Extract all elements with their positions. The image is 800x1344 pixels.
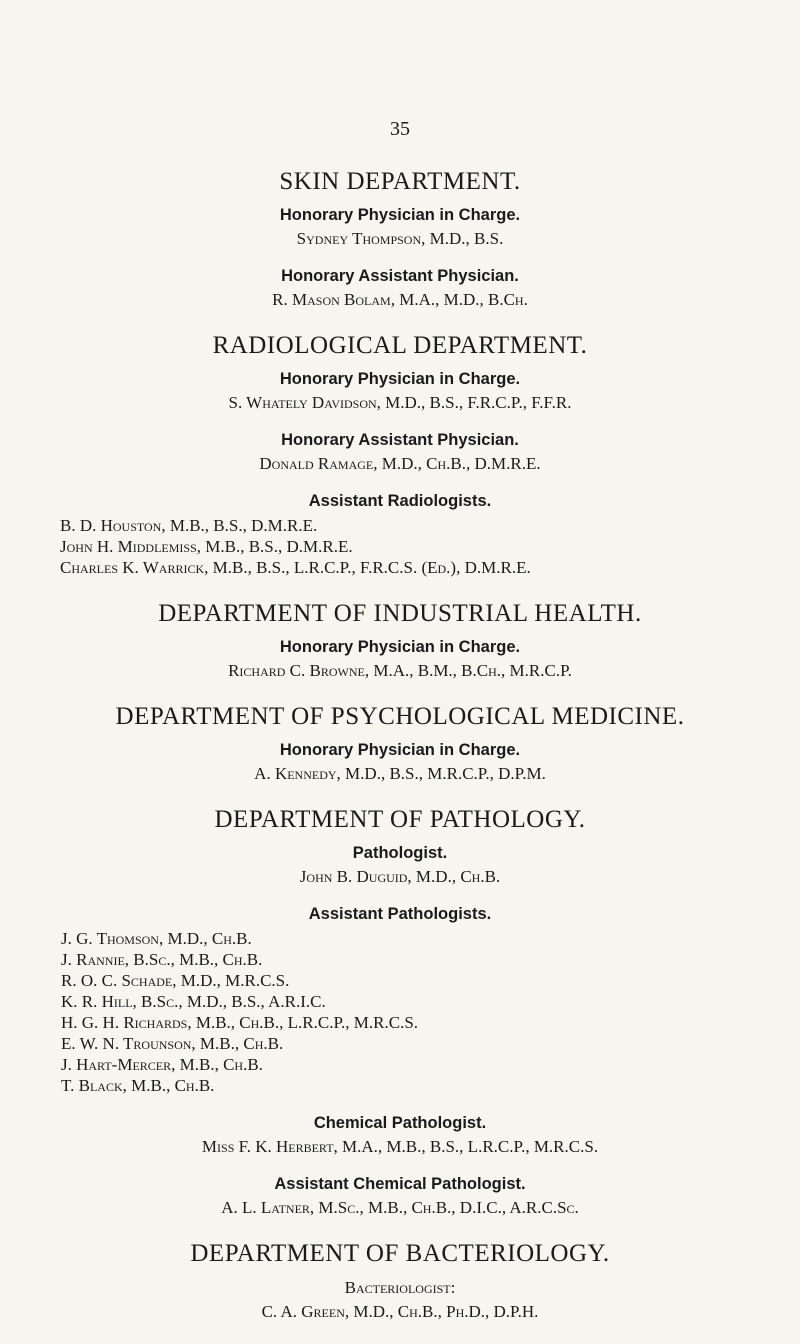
- skin-assistant-name: R. Mason Bolam, M.A., M.D., B.Ch.: [272, 290, 528, 309]
- skin-department-title: SKIN DEPARTMENT.: [279, 168, 521, 195]
- assistant-chemical-pathologist-name: A. L. Latner, M.Sc., M.B., Ch.B., D.I.C., A.R.C.Sc.: [221, 1198, 579, 1217]
- list-item: R. O. C. Schade, M.D., M.R.C.S.: [61, 971, 290, 990]
- skin-department-section: [0, 168, 800, 310]
- chemical-pathologist-name: Miss F. K. Herbert, M.A., M.B., B.S., L.R.C.P., M.R.C.S.: [201, 1137, 599, 1156]
- page-number: 35: [390, 118, 410, 140]
- industrial-health-section: [0, 600, 800, 681]
- psychological-medicine-title: DEPARTMENT OF PSYCHOLOGICAL MEDICINE.: [115, 703, 685, 730]
- list-item: Charles K. Warrick, M.B., B.S., L.R.C.P., F.R.C.S. (Ed.), D.M.R.E.: [60, 558, 531, 577]
- radiological-department-title: RADIOLOGICAL DEPARTMENT.: [212, 332, 588, 359]
- chemical-pathologist-role: Chemical Pathologist.: [313, 1114, 487, 1132]
- psychological-charge-name: A. Kennedy, M.D., B.S., M.R.C.P., D.P.M.: [254, 764, 546, 783]
- assistant-radiologists-role: Assistant Radiologists.: [308, 492, 492, 510]
- list-item: E. W. N. Trounson, M.B., Ch.B.: [61, 1034, 284, 1053]
- bacteriology-title: DEPARTMENT OF BACTERIOLOGY.: [190, 1240, 610, 1267]
- radiological-charge-name: S. Whately Davidson, M.D., B.S., F.R.C.P., F.F.R.: [228, 393, 572, 412]
- skin-charge-name: Sydney Thompson, M.D., B.S.: [296, 229, 504, 248]
- pathologist-name: John B. Duguid, M.D., Ch.B.: [299, 867, 501, 886]
- list-item: H. G. H. Richards, M.B., Ch.B., L.R.C.P., M.R.C.S.: [61, 1013, 419, 1032]
- pathologist-role: Pathologist.: [352, 844, 448, 862]
- list-item: J. Rannie, B.Sc., M.B., Ch.B.: [61, 950, 263, 969]
- radiological-assistant-name: Donald Ramage, M.D., Ch.B., D.M.R.E.: [259, 454, 541, 473]
- list-item: K. R. Hill, B.Sc., M.D., B.S., A.R.I.C.: [61, 992, 326, 1011]
- assistant-pathologists-role: Assistant Pathologists.: [308, 905, 492, 923]
- pathology-section: [0, 806, 800, 1218]
- assistant-radiologists-list: [60, 515, 800, 578]
- list-item: J. G. Thomson, M.D., Ch.B.: [61, 929, 252, 948]
- psychological-charge-role: Honorary Physician in Charge.: [279, 741, 521, 759]
- skin-assistant-role: Honorary Assistant Physician.: [281, 267, 519, 285]
- bacteriologist-name: C. A. Green, M.D., Ch.B., Ph.D., D.P.H.: [261, 1302, 539, 1321]
- list-item: B. D. Houston, M.B., B.S., D.M.R.E.: [60, 516, 318, 535]
- bacteriologist-role: Bacteriologist:: [344, 1278, 456, 1297]
- industrial-health-title: DEPARTMENT OF INDUSTRIAL HEALTH.: [158, 600, 642, 627]
- industrial-charge-name: Richard C. Browne, M.A., B.M., B.Ch., M.R.C.P.: [228, 661, 572, 680]
- pathology-title: DEPARTMENT OF PATHOLOGY.: [214, 806, 586, 833]
- list-item: J. Hart-Mercer, M.B., Ch.B.: [61, 1055, 263, 1074]
- psychological-medicine-section: [0, 703, 800, 784]
- assistant-chemical-pathologist-role: Assistant Chemical Pathologist.: [274, 1175, 526, 1193]
- radiological-assistant-role: Honorary Assistant Physician.: [281, 431, 519, 449]
- radiological-charge-role: Honorary Physician in Charge.: [279, 370, 521, 388]
- page-content: [0, 168, 800, 1344]
- industrial-charge-role: Honorary Physician in Charge.: [279, 638, 521, 656]
- skin-charge-role: Honorary Physician in Charge.: [279, 206, 521, 224]
- radiological-department-section: [0, 332, 800, 578]
- bacteriology-section: [0, 1240, 800, 1322]
- assistant-pathologists-list: [61, 928, 800, 1096]
- list-item: T. Black, M.B., Ch.B.: [61, 1076, 215, 1095]
- list-item: John H. Middlemiss, M.B., B.S., D.M.R.E.: [60, 537, 353, 556]
